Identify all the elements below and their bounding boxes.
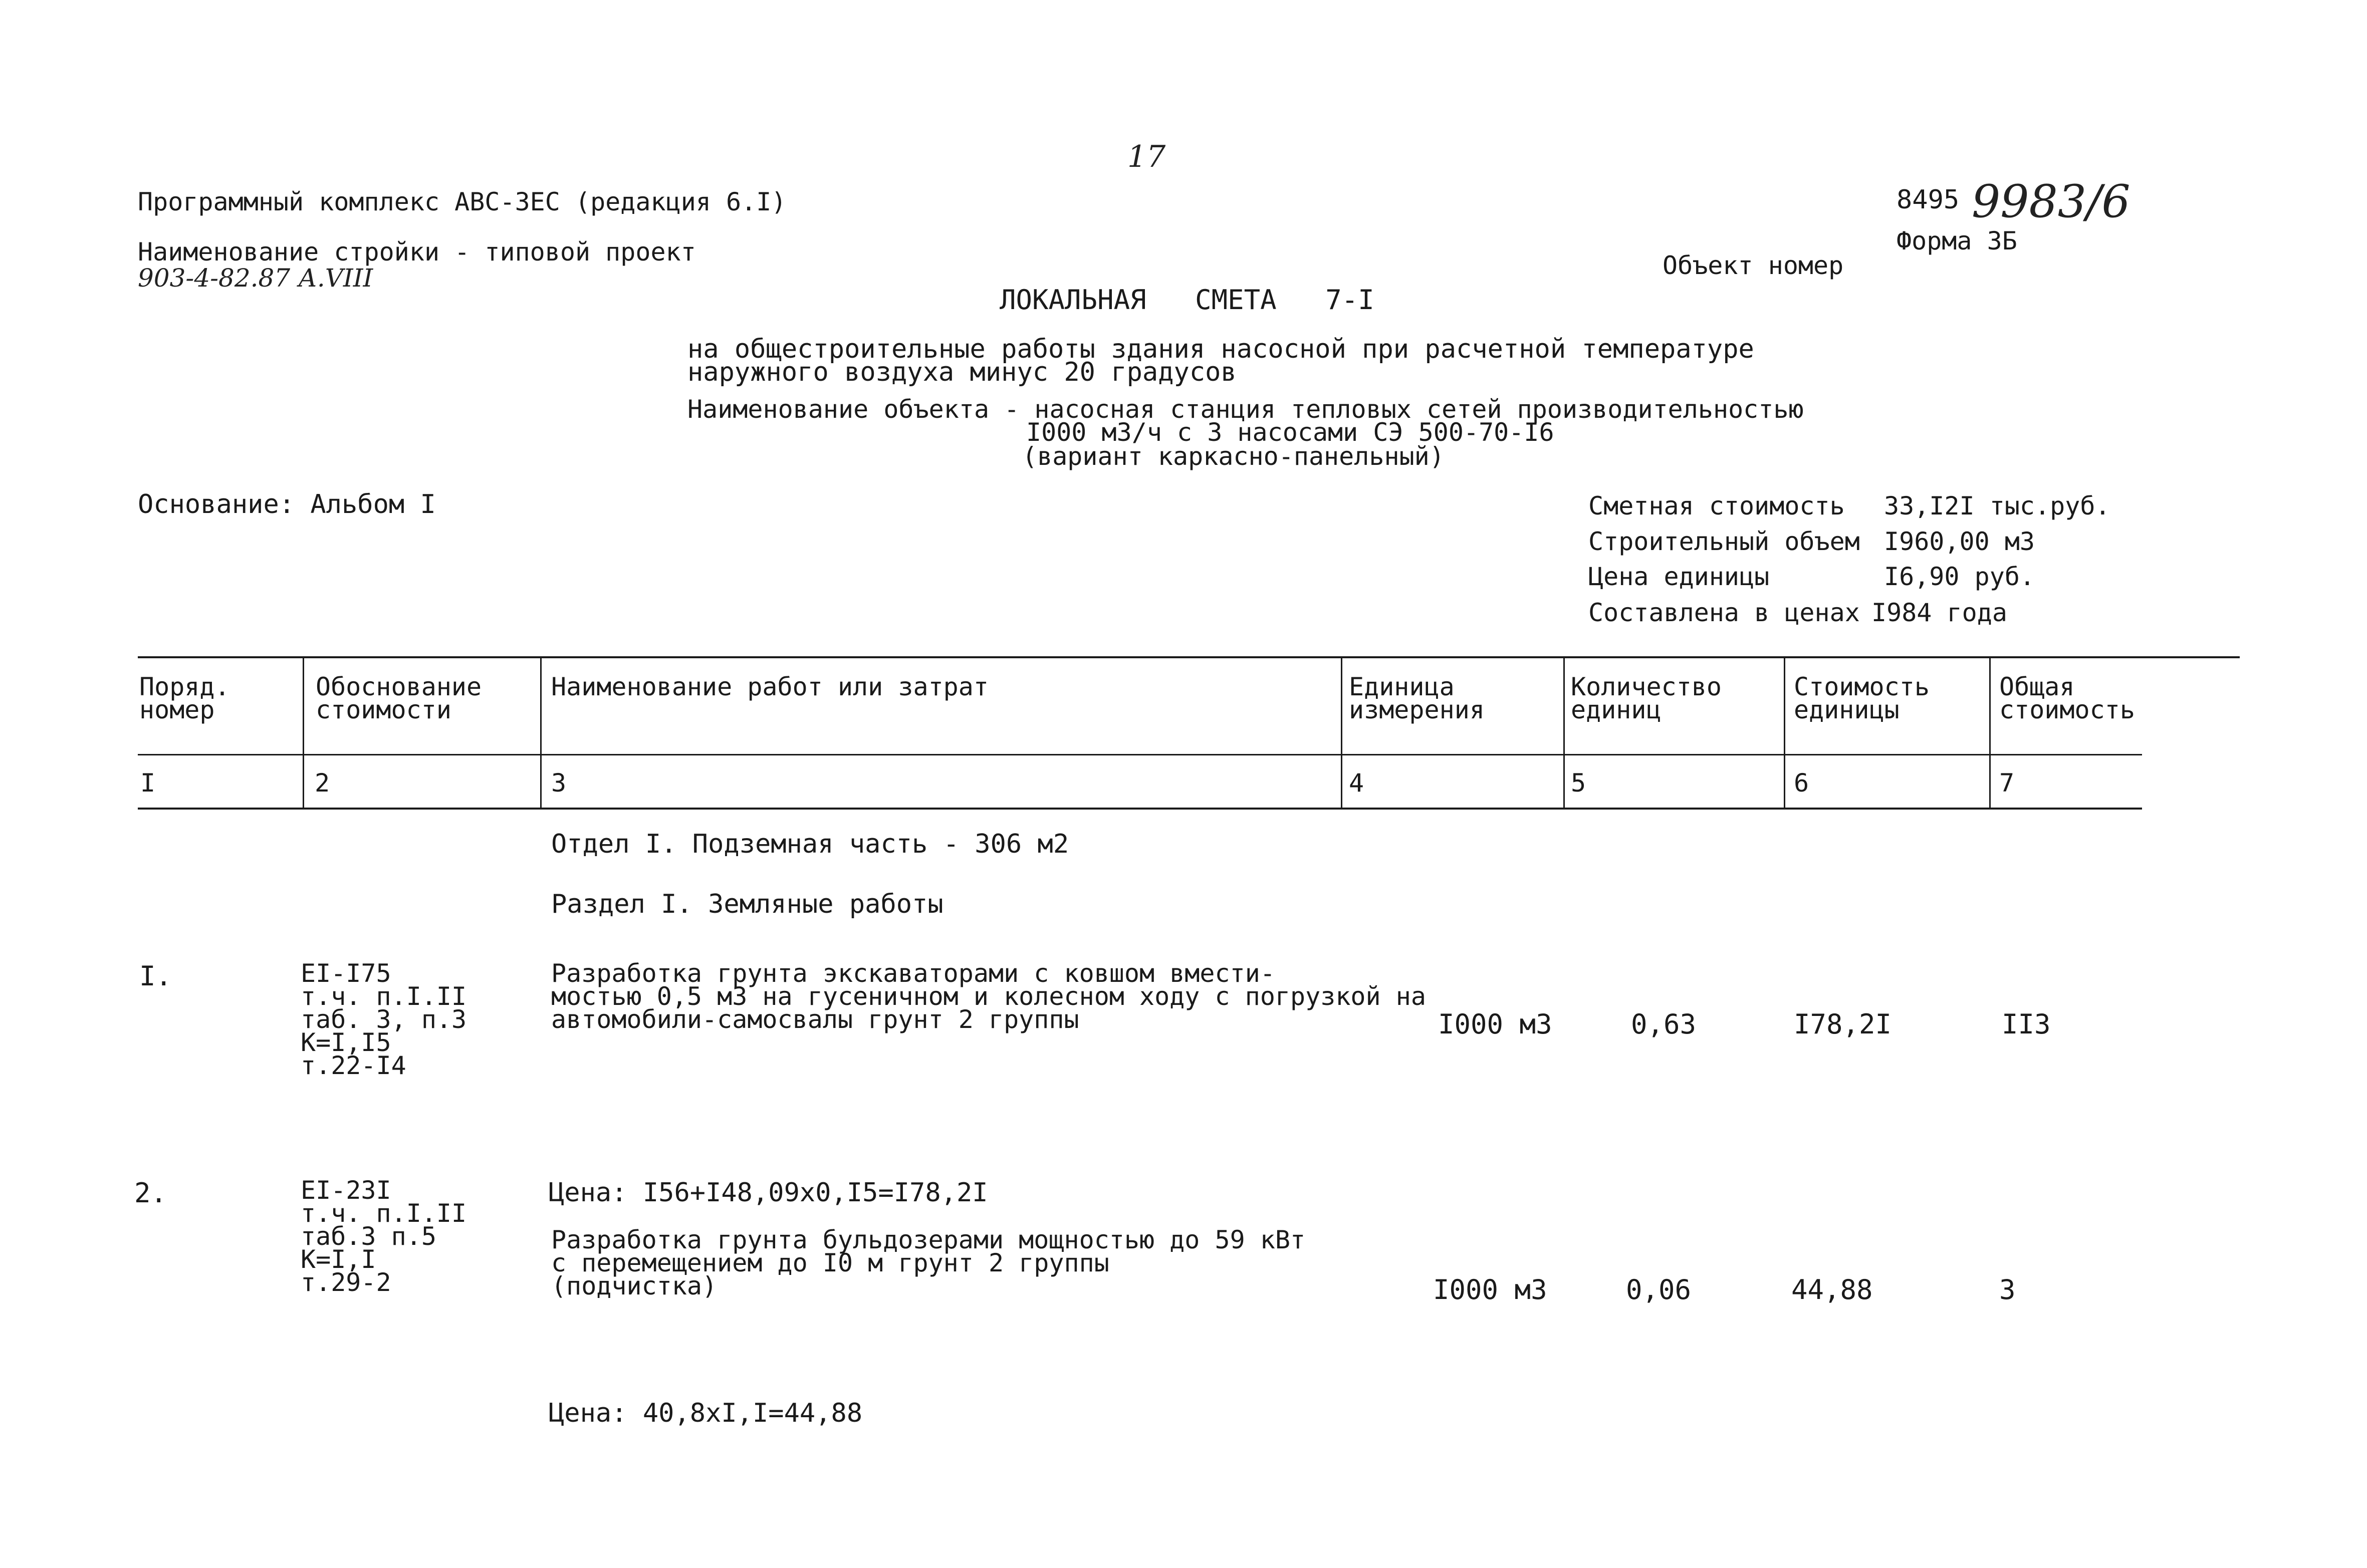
row-number: 2.	[134, 1177, 167, 1209]
object-name-line: Наименование объекта - насосная станция тепловых сетей производительностью	[687, 395, 1804, 424]
table-header-rule	[138, 754, 2142, 755]
department-heading: Отдел I. Подземная часть - 306 м2	[551, 829, 1069, 859]
doc-code-handwritten: 9983/6	[1972, 175, 2131, 228]
row-total-cost: 3	[1999, 1274, 2016, 1305]
table-col-divider	[303, 656, 304, 809]
col-header-order-no: Поряд. номер	[139, 672, 230, 724]
col-header-unit: Единица измерения	[1349, 672, 1485, 724]
col-number: 4	[1349, 768, 1364, 798]
row-number: I.	[139, 960, 172, 992]
row-cost-basis: EI-23I т.ч. п.I.II таб.3 п.5 К=I,I т.29-2	[301, 1176, 467, 1297]
doc-code-printed: 8495	[1897, 185, 1960, 215]
row-unit-cost: 44,88	[1791, 1274, 1873, 1305]
col-number: 6	[1794, 768, 1809, 798]
table-col-divider	[540, 656, 542, 809]
summary-value: 33,I2I тыс.руб.	[1884, 491, 2110, 520]
row-description: Разработка грунта экскаваторами с ковшом вмести- мостью 0,5 м3 на гусеничном и колесном ходу с погрузкой на автомобили-самосвалы грунт 2 группы	[551, 959, 1426, 1034]
project-code: 903-4-82.87 А.VIII	[138, 264, 373, 293]
row-unit-cost: I78,2I	[1794, 1008, 1892, 1040]
summary-value: I960,00 м3	[1884, 527, 2035, 556]
price-formula: Цена: 40,8хI,I=44,88	[549, 1398, 863, 1428]
row-quantity: 0,63	[1631, 1008, 1697, 1040]
summary-value: I984 года	[1871, 598, 2007, 627]
table-number-rule	[138, 808, 2142, 810]
subject-line: на общестроительные работы здания насосной при расчетной температуре	[687, 334, 1754, 364]
summary-label: Строительный объем	[1588, 527, 1860, 556]
table-col-divider	[1784, 656, 1785, 809]
col-header-cost-basis: Обоснование стоимости	[316, 672, 482, 724]
price-formula: Цена: I56+I48,09х0,I5=I78,2I	[549, 1178, 988, 1208]
summary-label: Сметная стоимость	[1588, 491, 1845, 520]
table-col-divider	[1341, 656, 1342, 809]
program-name: Программный комплекс АВС-3ЕС (редакция 6.I)	[138, 187, 787, 216]
subject-line: наружного воздуха минус 20 градусов	[687, 357, 1237, 387]
page-number: 17	[1127, 139, 1166, 174]
table-col-divider	[1989, 656, 1991, 809]
summary-value: I6,90 руб.	[1884, 562, 2035, 591]
col-number: 7	[1999, 768, 2015, 798]
row-cost-basis: EI-I75 т.ч. п.I.II таб. 3, п.3 К=I,I5 т.22-I4	[301, 959, 467, 1080]
row-description: Разработка грунта бульдозерами мощностью до 59 кВт с перемещением до I0 м грунт 2 группы (подчистка)	[551, 1225, 1306, 1300]
object-name-line: (вариант каркасно-панельный)	[1022, 442, 1445, 471]
subject-block	[687, 334, 1754, 387]
construction-name: Наименование стройки - типовой проект	[138, 237, 696, 267]
row-total-cost: II3	[2002, 1008, 2051, 1040]
col-header-unit-cost: Стоимость единицы	[1794, 672, 1930, 724]
table-top-rule	[138, 656, 2240, 658]
section-heading: Раздел I. Земляные работы	[551, 889, 943, 919]
col-header-work-name: Наименование работ или затрат	[551, 672, 989, 701]
col-number: I	[140, 768, 156, 798]
col-number: 5	[1571, 768, 1586, 798]
row-unit: I000 м3	[1433, 1274, 1547, 1305]
col-number: 2	[315, 768, 330, 798]
col-header-quantity: Количество единиц	[1571, 672, 1722, 724]
row-quantity: 0,06	[1626, 1274, 1692, 1305]
summary-label: Составлена в ценах	[1588, 598, 1860, 627]
document-title: ЛОКАЛЬНАЯ СМЕТА 7-I	[1000, 284, 1374, 316]
table-col-divider	[1563, 656, 1565, 809]
col-header-total-cost: Общая стоимость	[1999, 672, 2135, 724]
object-name-line: I000 м3/ч с 3 насосами СЭ 500-70-I6	[1026, 418, 1554, 447]
summary-label: Цена единицы	[1588, 562, 1770, 591]
object-number-label: Объект номер	[1663, 251, 1844, 280]
col-number: 3	[551, 768, 567, 798]
form-label: Форма 3Б	[1897, 226, 2017, 255]
basis-label: Основание: Альбом I	[138, 489, 436, 519]
row-unit: I000 м3	[1438, 1008, 1552, 1040]
